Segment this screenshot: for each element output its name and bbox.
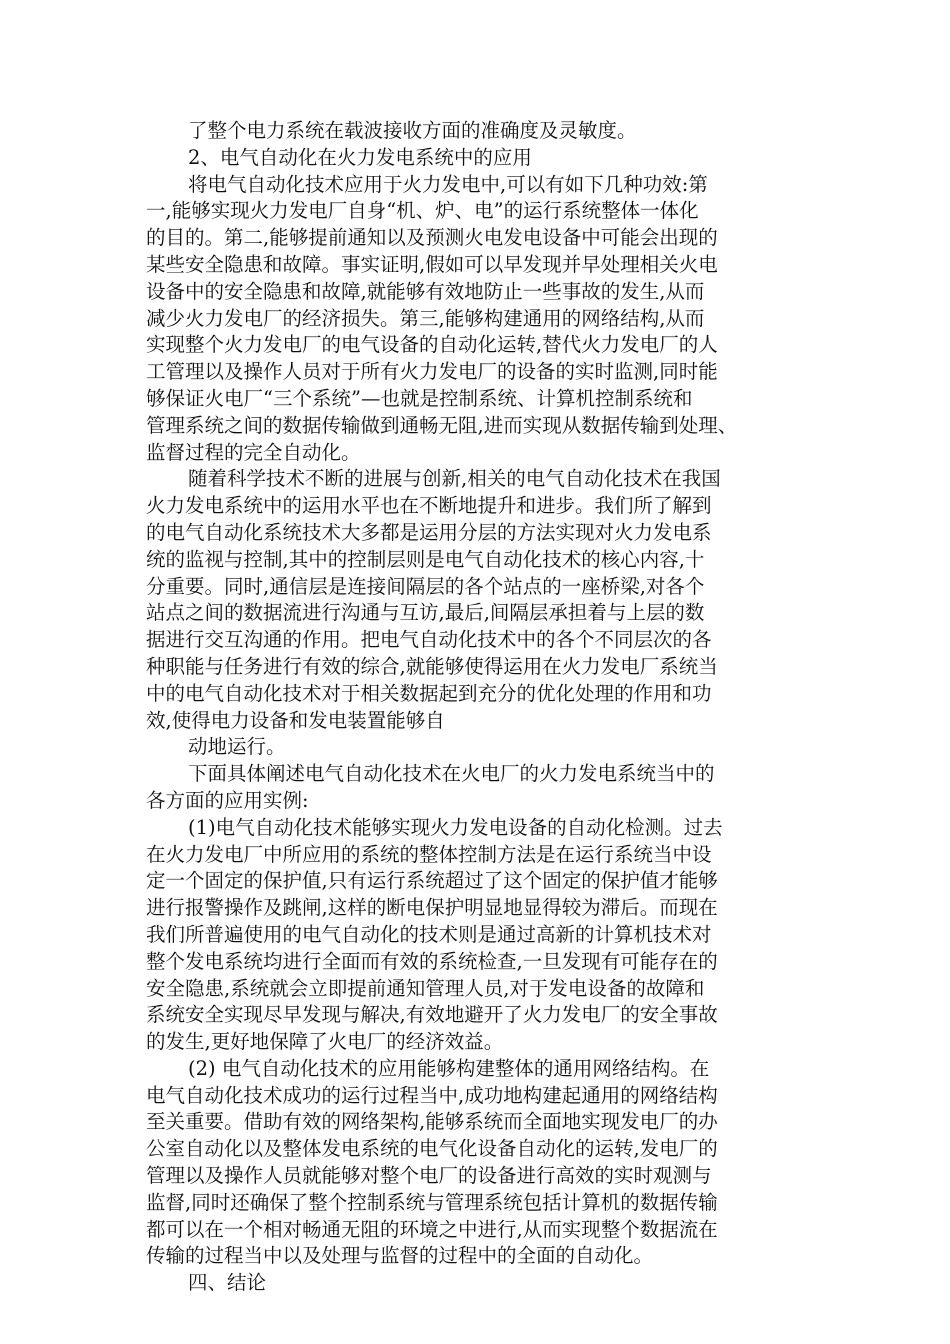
text-line: 监督过程的完全自动化。	[146, 440, 361, 464]
text-line: 安全隐患,系统就会立即提前通知管理人员,对于发电设备的故障和	[146, 976, 705, 1000]
text-line: 都可以在一个相对畅通无阻的环境之中进行,从而实现整个数据流在	[146, 1217, 718, 1241]
text-line: 站点之间的数据流进行沟通与互访,最后,间隔层承担着与上层的数	[146, 601, 705, 625]
text-line: 够保证火电厂“三个系统”—也就是控制系统、计算机控制系统和	[146, 386, 693, 410]
text-line: 我们所普遍使用的电气自动化的技术则是通过高新的计算机技术对	[146, 922, 712, 946]
text-line: 据进行交互沟通的作用。把电气自动化技术中的各个不同层次的各	[146, 628, 712, 652]
text-line: 整个发电系统均进行全面而有效的系统检查,一旦发现有可能存在的	[146, 949, 718, 973]
text-line: 效,使得电力设备和发电装置能够自	[146, 708, 445, 732]
text-line: 实现整个火力发电厂的电气设备的自动化运转,替代火力发电厂的人	[146, 333, 718, 357]
text-line: 种职能与任务进行有效的综合,就能够使得运用在火力发电厂系统当	[146, 654, 718, 678]
text-line: 的目的。第二,能够提前通知以及预测火电发电设备中可能会出现的	[146, 226, 718, 250]
text-line: 一,能够实现火力发电厂自身“机、炉、电”的运行系统整体一体化	[146, 199, 699, 223]
text-line: 的电气自动化系统技术大多都是运用分层的方法实现对火力发电系	[146, 520, 712, 544]
text-line: 各方面的应用实例:	[146, 788, 309, 812]
text-line: 某些安全隐患和故障。事实证明,假如可以早发现并早处理相关火电	[146, 252, 718, 276]
text-line: 定一个固定的保护值,只有运行系统超过了这个固定的保护值才能够	[146, 869, 718, 893]
text-line: 将电气自动化技术应用于火力发电中,可以有如下几种功效:第	[188, 172, 708, 196]
text-line: 随着科学技术不断的进展与创新,相关的电气自动化技术在我国	[188, 467, 721, 491]
text-line: (1)电气自动化技术能够实现火力发电设备的自动化检测。过去	[188, 815, 723, 839]
text-line: 火力发电系统中的运用水平也在不断地提升和进步。我们所了解到	[146, 494, 712, 518]
document-body	[146, 118, 836, 1297]
text-line: 传输的过程当中以及处理与监督的过程中的全面的自动化。	[146, 1244, 654, 1268]
text-line: 至关重要。借助有效的网络架构,能够系统而全面地实现发电厂的办	[146, 1110, 718, 1134]
text-line: (2) 电气自动化技术的应用能够构建整体的通用网络结构。在	[188, 1056, 710, 1080]
text-line: 监督,同时还确保了整个控制系统与管理系统包括计算机的数据传输	[146, 1190, 718, 1214]
text-line: 下面具体阐述电气自动化技术在火电厂的火力发电系统当中的	[188, 762, 715, 786]
text-line: 统的监视与控制,其中的控制层则是电气自动化技术的核心内容,十	[146, 547, 705, 571]
text-line: 动地运行。	[188, 735, 286, 759]
text-line: 减少火力发电厂的经济损失。第三,能够构建通用的网络结构,从而	[146, 306, 705, 330]
text-line: 四、结论	[188, 1271, 267, 1295]
text-line: 了整个电力系统在载波接收方面的准确度及灵敏度。	[188, 119, 637, 142]
text-line: 公室自动化以及整体发电系统的电气化设备自动化的运转,发电厂的	[146, 1137, 718, 1161]
text-line: 中的电气自动化技术对于相关数据起到充分的优化处理的作用和功	[146, 681, 712, 705]
text-line: 管理系统之间的数据传输做到通畅无阻,进而实现从数据传输到处理、	[146, 413, 738, 437]
text-line: 电气自动化技术成功的运行过程当中,成功地构建起通用的网络结构	[146, 1083, 718, 1107]
text-line: 系统安全实现尽早发现与解决,有效地避开了火力发电厂的安全事故	[146, 1003, 718, 1027]
text-line: 的发生,更好地保障了火电厂的经济效益。	[146, 1030, 504, 1054]
text-line: 在火力发电厂中所应用的系统的整体控制方法是在运行系统当中设	[146, 842, 712, 866]
text-line: 管理以及操作人员就能够对整个电厂的设备进行高效的实时观测与	[146, 1164, 712, 1188]
text-line: 2、电气自动化在火力发电系统中的应用	[188, 145, 532, 169]
text-line: 设备中的安全隐患和故障,就能够有效地防止一些事故的发生,从而	[146, 279, 705, 303]
text-line: 分重要。同时,通信层是连接间隔层的各个站点的一座桥梁,对各个	[146, 574, 705, 598]
text-line: 进行报警操作及跳闸,这样的断电保护明显地显得较为滞后。而现在	[146, 896, 718, 920]
text-line: 工管理以及操作人员对于所有火力发电厂的设备的实时监测,同时能	[146, 360, 718, 384]
